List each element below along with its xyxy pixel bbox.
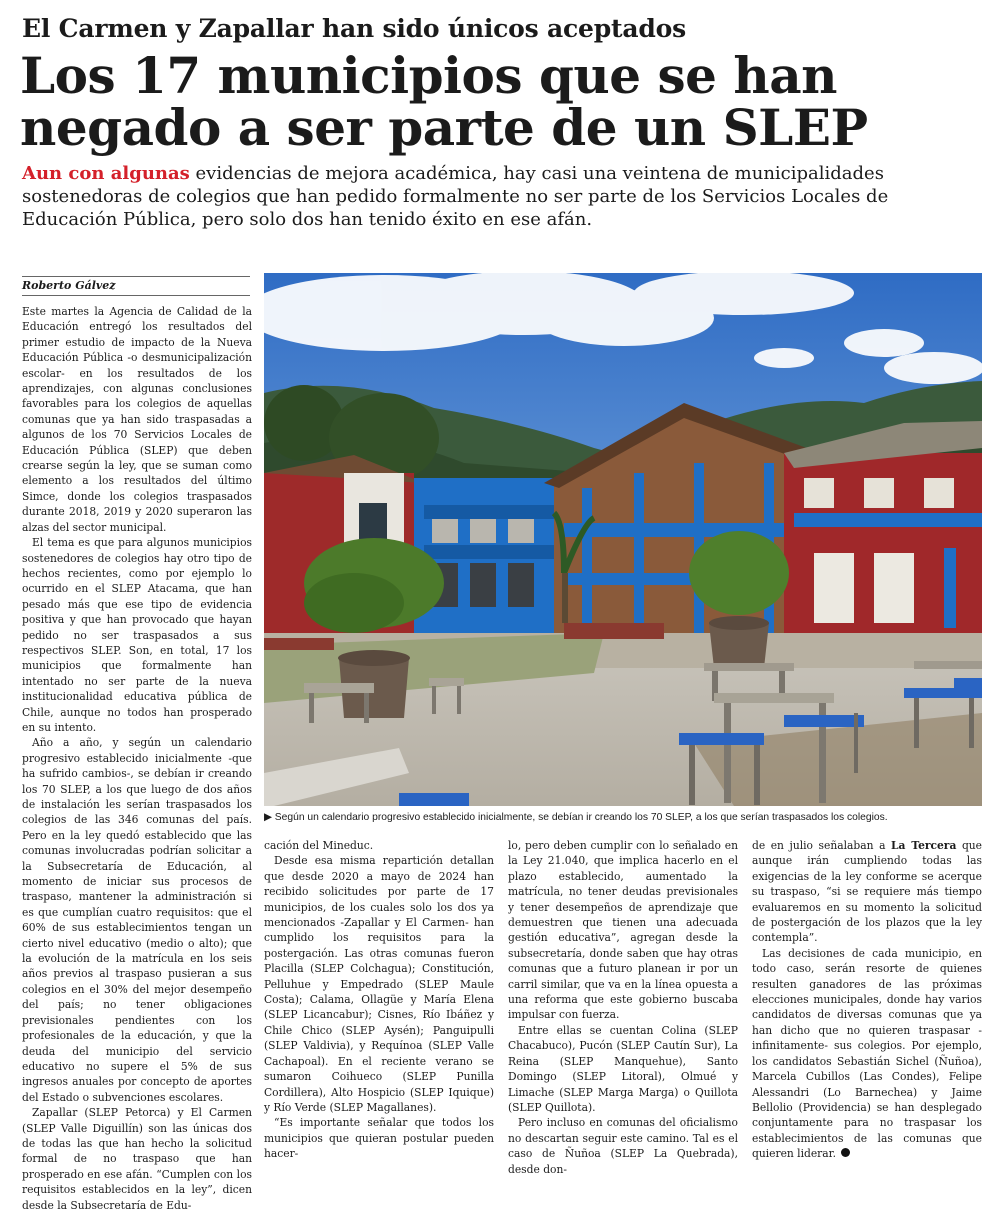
paragraph: lo, pero deben cumplir con lo señalado en la Ley 21.040, que implica hacerlo en el plazo establecido, aumentado la matrícula, no tener deudas previsionales y tener desempeños de aprendizaje que demuestren que tienen una adecuada gestión educativa”, agregan desde la subsecretaría, donde saben que hay otras comunas que a futuro planean ir por un carril similar, que va en la línea opuesta a una reforma que este gobierno buscaba impulsar con fuerza.	[508, 839, 738, 1022]
paragraph	[752, 838, 982, 946]
lead-paragraph	[22, 162, 972, 231]
paragraph-text: de en julio señalaban a	[752, 839, 892, 852]
paragraph: “Es importante señalar que todos los municipios que quieran postular pueden hacer-	[264, 1116, 494, 1161]
paragraph: Entre ellas se cuentan Colina (SLEP Chacabuco), Pucón (SLEP Cautín Sur), La Reina (SLEP Manquehue), Santo Domingo (SLEP Litoral), Olmué y Limache (SLEP Marga Marga) o Quillota (SLEP Quillota).	[508, 1023, 738, 1114]
lead-highlight: Aun con algunas	[22, 163, 190, 184]
paragraph: Año a año, y según un calendario progresivo establecido inicialmente -que ha sufrido cambios-, se debían ir creando los 70 SLEP, a los que luego de dos años de instalación les serían traspasados los colegios de las 346 comunas del país. Pero en la ley quedó establecido que las comunas involucradas podrían solicitar a la Subsecretaría de Educación, al momento de iniciar sus procesos de traspaso, mantener la administración si es que cumplían cuatro requisitos: que el 60% de sus establecimientos tengan un cierto nivel educativo (medio o alto); que la evolución de la matrícula en los seis años previos al traspaso pusieran a sus colegios en el 30% del mejor desempeño del país; no tener obligaciones previsionales pendientes con los profesionales de la educación, y que la deuda del municipio del servicio educativo no supere el 5% de sus ingresos anuales por concepto de aportes del Estado o subvenciones escolares.	[22, 736, 252, 1104]
body-column-3	[508, 838, 738, 1177]
lead-text: evidencias de mejora académica, hay casi una veintena de municipalidades sostenedoras de colegios que han pedido formalmente no ser parte de los Servicios Locales de Educación Pública, pero solo dos han tenido éxito en ese afán.	[22, 163, 889, 230]
body-column-1	[22, 304, 252, 1213]
headline: Los 17 municipios que se han negado a ser parte de un SLEP	[20, 46, 868, 157]
paragraph: Zapallar (SLEP Petorca) y El Carmen (SLEP Valle Diguillín) son las únicas dos de todas las que han hecho la solicitud formal de no traspaso que han prosperado en ese afán. “Cumplen con los requisitos establecidos en la ley”, dicen desde la Subsecretaría de Edu-	[22, 1106, 252, 1212]
body-column-4	[752, 838, 982, 1162]
body-column-2	[264, 838, 494, 1162]
paragraph: Pero incluso en comunas del oficialismo no descartan seguir este camino. Tal es el caso de Ñuñoa (SLEP La Quebrada), desde don-	[508, 1116, 738, 1176]
paragraph: Este martes la Agencia de Calidad de la Educación entregó los resultados del primer estudio de impacto de la Nueva Educación Pública -o desmunicipalización escolar- en los resultados de los aprendizajes, con algunas conclusiones favorables para los colegios de aquellas comunas que ya han sido traspasadas a algunos de los 70 Servicios Locales de Educación Pública (SLEP) que deben crearse según la ley, que se suman como elemento a los resultados del último Simce, donde los colegios traspasados durante 2018, 2019 y 2020 superaron las alzas del sector municipal.	[22, 305, 252, 534]
school-courtyard-photo	[264, 273, 982, 806]
paragraph	[752, 946, 982, 1162]
author-byline: Roberto Gálvez	[22, 276, 250, 296]
end-mark-icon	[841, 1148, 850, 1157]
photo-caption: ▶ Según un calendario progresivo establecido inicialmente, se debían ir creando los 70 SLEP, a los que serían traspasados los colegios.	[264, 812, 888, 823]
paragraph: El tema es que para algunos municipios sostenedores de colegios hay otro tipo de hechos recientes, como por ejemplo lo ocurrido en el SLEP Atacama, que han pesado más que ese tipo de evidencia positiva y que han provocado que hayan pedido no ser traspasados a sus respectivos SLEP. Son, en total, 17 los municipios que formalmente han intentado no ser parte de la nueva institucionalidad educativa pública de Chile, aunque no todos han prosperado en su intento.	[22, 536, 252, 734]
paragraph-text: Las decisiones de cada municipio, en todo caso, serán resorte de quienes resulten ganadores de las próximas elecciones municipales, donde hay varios candidatos de diversas comunas que ya han dicho que no quieren traspasar -infinitamente- sus colegios. Por ejemplo, los candidatos Sebastián Sichel (Ñuñoa), Marcela Cubillos (Las Condes), Felipe Alessandri (Lo Barnechea) y Jaime Bellolio (Providencia) se han desplegado conjuntamente para no traspasar los establecimientos de las comunas que quieren liderar.	[752, 946, 982, 1161]
paragraph: Desde esa misma repartición detallan que desde 2020 a mayo de 2024 han recibido solicitudes por parte de 17 municipios, de los cuales solo los dos ya mencionados -Zapallar y El Carmen- han cumplido los requisitos para la postergación. Las otras comunas fueron Placilla (SLEP Colchagua); Constitución, Pelluhue y Empedrado (SLEP Maule Costa); Calama, Ollagüe y María Elena (SLEP Licancabur); Cisnes, Río Ibáñez y Chile Chico (SLEP Aysén); Panguipulli (SLEP Valdivia), y Requínoa (SLEP Valle Cachapoal). En el reciente verano se sumaron Coihueco (SLEP Punilla Cordillera), Alto Hospicio (SLEP Iquique) y Río Verde (SLEP Magallanes).	[264, 854, 494, 1114]
paragraph: cación del Mineduc.	[264, 839, 374, 852]
newspaper-name: La Tercera	[891, 839, 957, 852]
paragraph-text: que aunque irán cumpliendo todas las exigencias de la ley conforme se acerque su traspaso, “si se requiere más tiempo evaluaremos en su momento la solicitud de postergación de los plazos que la ley contempla”.	[752, 839, 982, 945]
kicker: El Carmen y Zapallar han sido únicos aceptados	[22, 14, 686, 43]
